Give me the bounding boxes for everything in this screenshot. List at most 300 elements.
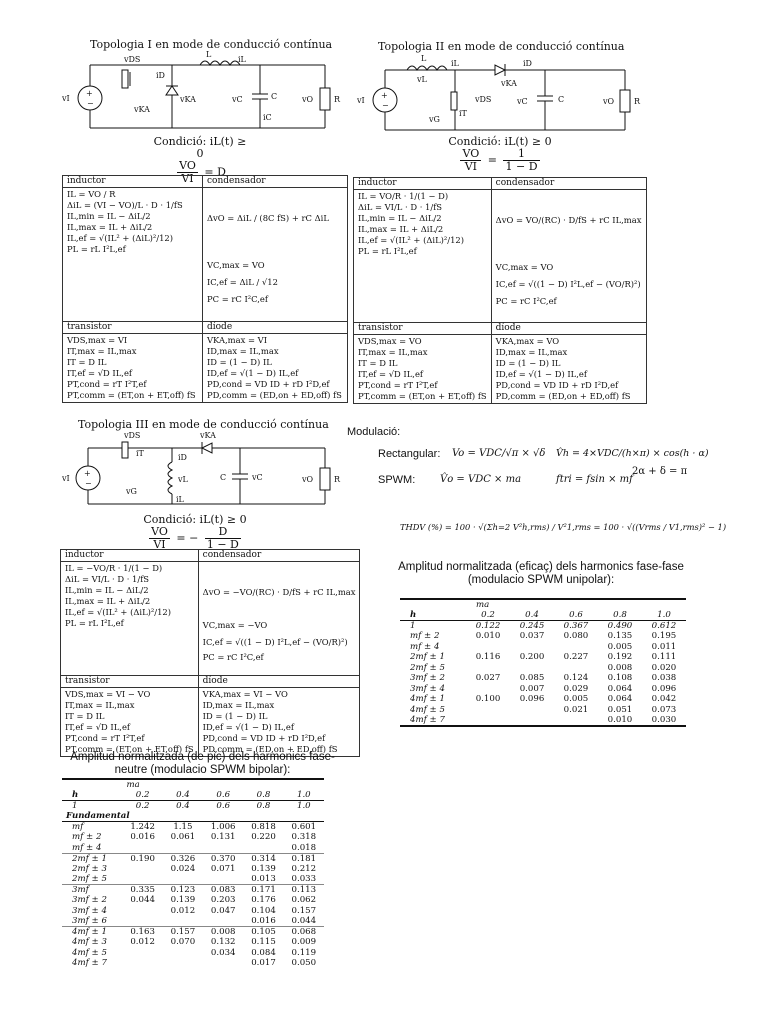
topo2-label-it: iT bbox=[459, 109, 467, 118]
bipolar-cell: 0.181 bbox=[284, 853, 324, 864]
topo3-label-vg: vG bbox=[126, 487, 137, 496]
unipolar-harmonics-table bbox=[400, 598, 686, 727]
bipolar-cell bbox=[122, 864, 162, 875]
bipolar-cell: 0.176 bbox=[251, 895, 276, 906]
topo3-diode-cell: VKA,max = VI − VO ID,max = IL,max ID = (1 − D) IL ID,ef = √(1 − D) IL,ef PD,cond = VD ID + rD I²D,ef PD,comm = (ED,on + ED,off) fS bbox=[198, 688, 360, 757]
bipolar-fund-h: 1 bbox=[62, 801, 122, 812]
topo1-label-c: C bbox=[271, 92, 278, 101]
topo1-ratio-num: VO bbox=[179, 159, 196, 172]
bipolar-cell: 0.084 bbox=[251, 947, 276, 958]
bipolar-cell bbox=[203, 843, 243, 854]
unipolar-row bbox=[400, 694, 686, 705]
unipolar-row-h: mf ± 2 bbox=[410, 631, 440, 642]
unipolar-cell bbox=[510, 715, 554, 726]
bipolar-cell: 0.013 bbox=[251, 874, 276, 884]
bipolar-cell: 0.050 bbox=[291, 958, 317, 969]
modulacio-rect-formula: Vo = VDC/√π × √δ bbox=[452, 448, 546, 459]
topo3-ratio-rhs-num: D bbox=[205, 526, 241, 539]
topo1-header-inductor: inductor bbox=[63, 176, 203, 188]
topo3-label-it: iT bbox=[136, 449, 144, 458]
bipolar-row-h: 4mf ± 1 bbox=[62, 927, 122, 938]
topo2-label-vds: vDS bbox=[475, 95, 492, 104]
bipolar-fund-value: 1.0 bbox=[284, 801, 324, 812]
bipolar-cell: 0.105 bbox=[243, 927, 283, 938]
topo2-label-r: R bbox=[634, 97, 641, 106]
topo2-label-c: C bbox=[558, 95, 565, 104]
unipolar-h-label: h bbox=[410, 610, 417, 620]
bipolar-cell: 1.15 bbox=[163, 822, 203, 833]
bipolar-row-h: mf bbox=[62, 822, 122, 833]
topo1-diode-cell: VKA,max = VI ID,max = IL,max ID = (1 − D) IL ID,ef = √(1 − D) IL,ef PD,cond = VD ID + rD I²D,ef PD,comm = (ED,on + ED,off) fS bbox=[203, 334, 348, 403]
topo2-label-vg: vG bbox=[429, 115, 440, 124]
unipolar-ma-value: 0.2 bbox=[481, 610, 495, 620]
bipolar-cell: 0.018 bbox=[291, 842, 317, 853]
bipolar-row-h: 3mf ± 2 bbox=[72, 895, 107, 906]
bipolar-cell bbox=[163, 916, 203, 927]
svg-text:−: − bbox=[85, 479, 92, 488]
topo3-label-vds: vDS bbox=[124, 431, 141, 440]
bipolar-cell: 0.008 bbox=[203, 927, 243, 938]
bipolar-cell: 0.012 bbox=[170, 905, 196, 916]
topo2-diode-cell: VKA,max = VO ID,max = IL,max ID = (1 − D) IL ID,ef = √(1 − D) IL,ef PD,cond = VD ID + rD I²D,ef PD,comm = (ED,on + ED,off) fS bbox=[491, 335, 646, 404]
unipolar-cell: 0.020 bbox=[651, 662, 677, 673]
topo2-header-transistor: transistor bbox=[354, 323, 492, 335]
topo1-header-transistor: transistor bbox=[63, 322, 203, 334]
topo1-label-vo: vO bbox=[302, 95, 314, 104]
topo3-condition-text: Condició: iL(t) ≥ 0 bbox=[143, 513, 247, 526]
modulacio-title: Modulació: bbox=[347, 426, 401, 438]
topo3-ratio-num: VO bbox=[151, 525, 168, 538]
topo1-circuit-diagram bbox=[60, 50, 350, 135]
unipolar-cell bbox=[554, 715, 598, 726]
unipolar-row bbox=[400, 715, 686, 726]
bipolar-row bbox=[62, 853, 324, 864]
topo2-label-l: L bbox=[421, 54, 427, 63]
topo2-title: Topologia II en mode de conducció contínua bbox=[378, 40, 625, 53]
bipolar-cell bbox=[122, 958, 162, 969]
topo3-label-il: iL bbox=[176, 495, 184, 504]
unipolar-row bbox=[400, 642, 686, 653]
bipolar-cell: 1.006 bbox=[203, 822, 243, 833]
unipolar-cell bbox=[510, 705, 554, 716]
modulacio-spwm-ftri: ftri = fsin × mf bbox=[556, 474, 633, 485]
unipolar-cell bbox=[554, 663, 598, 674]
topo2-formula-table bbox=[353, 177, 647, 404]
topo1-label-ic: iC bbox=[263, 113, 272, 122]
bipolar-cell bbox=[163, 948, 203, 959]
bipolar-cell: 0.012 bbox=[130, 937, 155, 948]
topo3-label-vl: vL bbox=[178, 475, 188, 484]
unipolar-cell: 0.227 bbox=[563, 652, 589, 663]
bipolar-cell bbox=[122, 916, 162, 927]
unipolar-cell: 0.096 bbox=[651, 683, 677, 694]
topo2-label-vi: vI bbox=[357, 96, 365, 105]
unipolar-cell: 0.490 bbox=[598, 621, 642, 632]
bipolar-cell: 0.016 bbox=[130, 832, 155, 843]
unipolar-cell: 0.195 bbox=[651, 631, 677, 642]
bipolar-row-h: 4mf ± 5 bbox=[72, 947, 107, 958]
unipolar-row bbox=[400, 684, 686, 695]
unipolar-cell: 0.027 bbox=[475, 673, 501, 684]
unipolar-cell: 0.005 bbox=[563, 694, 589, 705]
topo3-label-vka: vKA bbox=[200, 431, 216, 440]
bipolar-cell: 0.113 bbox=[284, 885, 324, 896]
bipolar-h-label: h bbox=[72, 790, 79, 800]
bipolar-cell bbox=[163, 874, 203, 885]
topo3-circuit-diagram bbox=[60, 428, 345, 510]
bipolar-ma-value: 0.2 bbox=[135, 790, 150, 800]
topo2-ratio-num: VO bbox=[462, 147, 480, 160]
bipolar-row bbox=[62, 822, 324, 833]
topo2-ratio-den: VI bbox=[464, 160, 478, 173]
bipolar-cell: 0.139 bbox=[251, 863, 276, 874]
bipolar-cell: 0.083 bbox=[203, 885, 243, 896]
bipolar-cell: 0.062 bbox=[291, 895, 317, 906]
topo3-header-inductor: inductor bbox=[61, 550, 199, 562]
topo1-title: Topologia I en mode de conducció contínua bbox=[90, 38, 333, 51]
bipolar-cell: 0.818 bbox=[243, 822, 283, 833]
topo2-condition: Condició: iL(t) ≥ 0 $\frac{VO}{VI}$ = $\frac{1}{1 - D}$ bbox=[440, 136, 560, 173]
topo2-ratio-rhs-den: 1 − D bbox=[505, 160, 538, 173]
bipolar-row bbox=[62, 874, 324, 885]
topo1-label-vds: vDS bbox=[124, 55, 141, 64]
topo2-circuit-diagram bbox=[355, 52, 645, 137]
bipolar-ma-value: 1.0 bbox=[296, 790, 311, 800]
topo1-label-vg: vKA bbox=[134, 105, 150, 114]
bipolar-row bbox=[62, 895, 324, 906]
bipolar-cell bbox=[122, 948, 162, 959]
bipolar-row bbox=[62, 832, 324, 843]
unipolar-cell: 0.010 bbox=[607, 715, 633, 725]
unipolar-row-h: 4mf ± 7 bbox=[410, 715, 445, 725]
topo2-label-vka: vKA bbox=[501, 79, 517, 88]
unipolar-row-h: 4mf ± 5 bbox=[410, 704, 445, 715]
unipolar-row-h: mf ± 4 bbox=[410, 641, 440, 652]
topo1-label-l: L bbox=[206, 50, 212, 59]
bipolar-cell: 0.044 bbox=[291, 916, 317, 926]
unipolar-row bbox=[400, 663, 686, 674]
unipolar-cell: 0.096 bbox=[519, 694, 545, 705]
topo2-label-id: iD bbox=[523, 59, 532, 68]
unipolar-row-h: 3mf ± 2 bbox=[410, 673, 445, 684]
unipolar-ma-header-row bbox=[400, 599, 686, 610]
bipolar-h-header-row bbox=[62, 790, 324, 801]
unipolar-cell: 0.007 bbox=[519, 683, 545, 694]
topo1-label-vi: vI bbox=[62, 94, 70, 103]
bipolar-row-h: 2mf ± 5 bbox=[72, 874, 107, 884]
bipolar-cell: 0.009 bbox=[291, 937, 317, 948]
bipolar-cell: 0.016 bbox=[251, 916, 276, 926]
topo3-header-transistor: transistor bbox=[61, 676, 199, 688]
unipolar-cell: 0.064 bbox=[607, 694, 633, 705]
unipolar-cell: 0.029 bbox=[563, 683, 589, 694]
unipolar-cell: 0.124 bbox=[563, 673, 589, 684]
topo3-condition: Condició: iL(t) ≥ 0 $\frac{VO}{VI}$ = − $\frac{D}{1 - D}$ bbox=[140, 514, 250, 551]
topo1-header-diode: díode bbox=[203, 322, 348, 334]
bipolar-cell: 0.163 bbox=[122, 927, 162, 938]
bipolar-row-h: mf ± 2 bbox=[72, 832, 102, 843]
unipolar-cell bbox=[510, 663, 554, 674]
unipolar-cell: 0.122 bbox=[466, 621, 510, 632]
topo3-label-r: R bbox=[334, 475, 341, 484]
bipolar-cell: 0.370 bbox=[203, 853, 243, 864]
bipolar-cell: 0.132 bbox=[210, 937, 236, 948]
bipolar-cell: 1.242 bbox=[122, 822, 162, 833]
unipolar-cell: 0.116 bbox=[475, 652, 501, 663]
unipolar-cell: 0.073 bbox=[651, 704, 677, 715]
bipolar-cell: 0.157 bbox=[163, 927, 203, 938]
topo3-transistor-cell: VDS,max = VI − VO IT,max = IL,max IT = D IL IT,ef = √D IL,ef PT,cond = rT I²T,ef PT,comm = (ET,on + ET,off) fS bbox=[61, 688, 199, 757]
bipolar-ma-value: 0.4 bbox=[176, 790, 190, 800]
bipolar-cell: 0.203 bbox=[210, 895, 236, 906]
bipolar-row-h: 3mf bbox=[62, 885, 122, 896]
bipolar-cell: 0.212 bbox=[291, 863, 317, 874]
bipolar-row-h: mf ± 4 bbox=[72, 842, 102, 853]
unipolar-cell: 0.038 bbox=[651, 673, 677, 684]
topo3-header-diode: díode bbox=[198, 676, 360, 688]
topo1-label-il: iL bbox=[238, 55, 246, 64]
bipolar-row-h: 3mf ± 4 bbox=[72, 905, 107, 916]
bipolar-row-h: 4mf ± 3 bbox=[72, 937, 107, 948]
unipolar-row bbox=[400, 631, 686, 642]
bipolar-cell: 0.157 bbox=[291, 905, 317, 916]
bipolar-ma-label: ma bbox=[122, 779, 324, 790]
topo2-inductor-cell: IL = VO/R · 1/(1 − D) ΔiL = VI/L · D · 1/fS IL,min = IL − ΔiL/2 IL,max = IL + ΔiL/2 IL,ef = √(IL² + (ΔiL)²/12) PL = rL I²L,ef bbox=[354, 190, 492, 323]
topo1-ratio-rhs: = D bbox=[204, 165, 226, 179]
bipolar-row bbox=[62, 927, 324, 938]
topo2-transistor-cell: VDS,max = VO IT,max = IL,max IT = D IL IT,ef = √D IL,ef PT,cond = rT I²T,ef PT,comm = (ET,on + ET,off) fS bbox=[354, 335, 492, 404]
unipolar-row-h: 3mf ± 4 bbox=[410, 683, 445, 694]
modulacio-rect-condition: 2α + δ = π bbox=[632, 466, 688, 477]
bipolar-row bbox=[62, 958, 324, 969]
bipolar-cell bbox=[122, 843, 162, 854]
topo3-label-vc: vC bbox=[252, 473, 263, 482]
bipolar-fund-label: Fundamental bbox=[66, 811, 130, 821]
unipolar-cell bbox=[466, 642, 510, 653]
unipolar-row bbox=[400, 673, 686, 684]
unipolar-row bbox=[400, 621, 686, 632]
topo3-inductor-cell: IL = −VO/R · 1/(1 − D) ΔiL = VI/L · D · 1/fS IL,min = IL − ΔiL/2 IL,max = IL + ΔiL/2 IL,ef = √(IL² + (ΔiL)²/12) PL = rL I²L,ef bbox=[61, 562, 199, 676]
unipolar-h-header-row bbox=[400, 610, 686, 621]
topo2-header-diode: díode bbox=[491, 323, 646, 335]
topo3-formula-table bbox=[60, 549, 360, 757]
unipolar-cell: 0.192 bbox=[607, 652, 633, 663]
modulacio-rect-harmonic: V̂h = 4×VDC/(h×π) × cos(h · α) bbox=[556, 448, 709, 459]
unipolar-cell bbox=[466, 715, 510, 726]
unipolar-cell bbox=[510, 642, 554, 653]
unipolar-cell: 0.030 bbox=[651, 715, 677, 725]
modulacio-spwm-formula: V̂o = VDC × ma bbox=[440, 474, 522, 485]
bipolar-cell: 0.131 bbox=[210, 832, 236, 843]
bipolar-cell: 0.044 bbox=[130, 895, 155, 906]
bipolar-row bbox=[62, 885, 324, 896]
unipolar-cell bbox=[554, 642, 598, 653]
bipolar-cell bbox=[203, 958, 243, 969]
bipolar-row bbox=[62, 948, 324, 959]
topo1-label-vc: vC bbox=[232, 95, 243, 104]
topo3-label-vo: vO bbox=[302, 475, 314, 484]
bipolar-row-h: 2mf ± 3 bbox=[72, 863, 107, 874]
bipolar-cell bbox=[122, 906, 162, 917]
bipolar-cell: 0.119 bbox=[291, 947, 317, 958]
topo3-label-c: C bbox=[220, 473, 227, 482]
topo3-title: Topologia III en mode de conducció contínua bbox=[78, 418, 329, 431]
unipolar-title: Amplitud normalitzada (eficaç) dels harmonics fase-fase (modulacio SPWM unipolar): bbox=[398, 561, 684, 586]
svg-text:+: + bbox=[86, 89, 93, 98]
topo1-ratio-den: VI bbox=[181, 172, 194, 185]
topo1-header-condensador: condensador bbox=[203, 176, 348, 188]
topo2-ratio-rhs-num: 1 bbox=[503, 148, 539, 161]
bipolar-harmonics-table bbox=[62, 778, 324, 969]
bipolar-ma-value: 0.8 bbox=[256, 790, 271, 800]
topo3-label-vi: vI bbox=[62, 474, 70, 483]
bipolar-cell bbox=[163, 958, 203, 969]
unipolar-cell: 0.051 bbox=[607, 704, 633, 715]
unipolar-cell: 0.008 bbox=[607, 662, 633, 673]
unipolar-cell: 0.108 bbox=[607, 673, 633, 684]
bipolar-cell: 0.068 bbox=[284, 927, 324, 938]
unipolar-cell: 0.010 bbox=[475, 631, 501, 642]
unipolar-cell bbox=[466, 684, 510, 695]
bipolar-cell: 0.047 bbox=[210, 905, 236, 916]
unipolar-cell: 0.005 bbox=[607, 641, 633, 652]
bipolar-cell bbox=[122, 874, 162, 885]
unipolar-cell: 0.037 bbox=[519, 631, 545, 642]
topo1-condensador-cell: ΔvO = ΔiL / (8C fS) + rC ΔiL VC,max = VO IC,ef = ΔiL / √12 PC = rC I²C,ef bbox=[203, 188, 348, 322]
topo1-formula-table bbox=[62, 172, 348, 403]
bipolar-row-h: 4mf ± 7 bbox=[72, 958, 107, 969]
topo3-ratio-den: VI bbox=[153, 538, 166, 551]
bipolar-cell: 0.033 bbox=[291, 874, 317, 884]
topo2-label-il: iL bbox=[451, 59, 459, 68]
unipolar-cell: 0.135 bbox=[607, 631, 633, 642]
bipolar-cell bbox=[243, 843, 283, 854]
unipolar-row-h: 1 bbox=[400, 621, 466, 632]
unipolar-cell: 0.111 bbox=[651, 652, 677, 663]
svg-text:+: + bbox=[84, 469, 91, 478]
svg-text:−: − bbox=[87, 99, 94, 108]
unipolar-cell: 0.245 bbox=[510, 621, 554, 632]
bipolar-fund-value: 0.8 bbox=[243, 801, 283, 812]
bipolar-cell: 0.104 bbox=[251, 905, 276, 916]
unipolar-row-h: 2mf ± 5 bbox=[410, 662, 445, 673]
topo2-label-vo: vO bbox=[603, 97, 615, 106]
unipolar-ma-value: 0.8 bbox=[613, 610, 627, 620]
bipolar-cell: 0.123 bbox=[163, 885, 203, 896]
unipolar-cell: 0.011 bbox=[651, 641, 677, 652]
topo1-label-vka: vKA bbox=[180, 95, 196, 104]
unipolar-row-h: 2mf ± 1 bbox=[410, 652, 445, 663]
unipolar-cell: 0.042 bbox=[651, 694, 677, 705]
unipolar-ma-label: ma bbox=[466, 599, 686, 610]
bipolar-cell: 0.070 bbox=[170, 937, 196, 948]
bipolar-row bbox=[62, 937, 324, 948]
bipolar-cell: 0.171 bbox=[243, 885, 283, 896]
bipolar-cell: 0.220 bbox=[251, 832, 276, 843]
bipolar-title: Amplitud normalitzada (de pic) dels harmonics fase-neutre (modulacio SPWM bipolar): bbox=[70, 751, 335, 776]
bipolar-cell: 0.061 bbox=[170, 832, 196, 843]
bipolar-fundamental-label-row bbox=[62, 811, 324, 822]
unipolar-ma-value: 1.0 bbox=[657, 610, 671, 620]
unipolar-row bbox=[400, 705, 686, 716]
bipolar-row bbox=[62, 906, 324, 917]
bipolar-cell: 0.190 bbox=[122, 853, 162, 864]
topo2-label-vl: vL bbox=[417, 75, 427, 84]
topo1-inductor-cell: IL = VO / R ΔiL = (VI − VO)/L · D · 1/fS IL,min = IL − ΔiL/2 IL,max = IL + ΔiL/2 IL,ef = √(IL² + (ΔiL)²/12) PL = rL I²L,ef bbox=[63, 188, 203, 322]
modulacio-thd-formula: THDV (%) = 100 · √(Σh=2 V²h,rms) / V²1,rms = 100 · √((Vrms / V1,rms)² − 1) bbox=[400, 522, 727, 532]
bipolar-row bbox=[62, 916, 324, 927]
bipolar-cell: 0.318 bbox=[291, 832, 317, 843]
svg-text:+: + bbox=[381, 91, 388, 100]
topo2-label-vc: vC bbox=[517, 97, 528, 106]
topo2-condensador-cell: ΔvO = VO/(RC) · D/fS + rC IL,max VC,max = VO IC,ef = √((1 − D) I²L,ef − (VO/R)²) PC = rC I²C,ef bbox=[491, 190, 646, 323]
unipolar-row-h: 4mf ± 1 bbox=[410, 694, 445, 705]
unipolar-ma-value: 0.4 bbox=[525, 610, 539, 620]
bipolar-cell bbox=[163, 843, 203, 854]
unipolar-cell: 0.612 bbox=[642, 621, 686, 632]
bipolar-fund-value: 0.6 bbox=[203, 801, 243, 812]
bipolar-cell: 0.335 bbox=[122, 885, 162, 896]
topo1-condition-text: Condició: iL(t) ≥ 0 bbox=[153, 135, 247, 160]
modulacio-spwm-label: SPWM: bbox=[378, 474, 416, 486]
bipolar-cell bbox=[203, 916, 243, 927]
unipolar-cell: 0.064 bbox=[607, 683, 633, 694]
modulacio-rect-label: Rectangular: bbox=[378, 448, 441, 460]
topo2-header-inductor: inductor bbox=[354, 178, 492, 190]
unipolar-cell bbox=[466, 663, 510, 674]
topo1-label-id: iD bbox=[156, 71, 165, 80]
bipolar-cell: 0.601 bbox=[284, 822, 324, 833]
unipolar-cell: 0.367 bbox=[554, 621, 598, 632]
topo1-label-r: R bbox=[334, 95, 341, 104]
unipolar-row bbox=[400, 652, 686, 663]
topo3-condensador-cell: ΔvO = −VO/(RC) · D/fS + rC IL,max VC,max = −VO IC,ef = √((1 − D) I²L,ef − (VO/R)²) PC = rC I²C,ef bbox=[198, 562, 360, 676]
unipolar-cell: 0.080 bbox=[563, 631, 589, 642]
unipolar-cell: 0.021 bbox=[563, 704, 589, 715]
bipolar-cell: 0.314 bbox=[243, 853, 283, 864]
topo3-label-id: iD bbox=[178, 453, 187, 462]
topo3-header-condensador: condensador bbox=[198, 550, 360, 562]
bipolar-fundamental-row bbox=[62, 801, 324, 812]
bipolar-cell: 0.115 bbox=[251, 937, 276, 948]
bipolar-cell: 0.034 bbox=[210, 947, 236, 958]
bipolar-row bbox=[62, 843, 324, 854]
bipolar-fund-value: 0.4 bbox=[163, 801, 203, 812]
svg-text:−: − bbox=[382, 101, 389, 110]
bipolar-cell: 0.326 bbox=[163, 853, 203, 864]
bipolar-row-h: 2mf ± 1 bbox=[62, 853, 122, 864]
topo3-ratio-rhs-den: 1 − D bbox=[206, 538, 239, 551]
unipolar-ma-value: 0.6 bbox=[569, 610, 583, 620]
bipolar-cell bbox=[203, 874, 243, 885]
topo2-header-condensador: condensador bbox=[491, 178, 646, 190]
unipolar-cell: 0.100 bbox=[475, 694, 501, 705]
bipolar-cell: 0.139 bbox=[170, 895, 196, 906]
unipolar-cell: 0.200 bbox=[519, 652, 545, 663]
bipolar-row-h: 3mf ± 6 bbox=[72, 916, 107, 926]
bipolar-ma-header-row bbox=[62, 779, 324, 790]
bipolar-row bbox=[62, 864, 324, 875]
topo2-condition-text: Condició: iL(t) ≥ 0 bbox=[448, 135, 552, 148]
bipolar-cell: 0.017 bbox=[251, 958, 276, 969]
unipolar-cell: 0.085 bbox=[519, 673, 545, 684]
bipolar-cell: 0.024 bbox=[170, 863, 196, 874]
bipolar-cell: 0.071 bbox=[210, 863, 236, 874]
bipolar-ma-value: 0.6 bbox=[216, 790, 231, 800]
topo1-transistor-cell: VDS,max = VI IT,max = IL,max IT = D IL IT,ef = √D IL,ef PT,cond = rT I²T,ef PT,comm = (ET,on + ET,off) fS bbox=[63, 334, 203, 403]
unipolar-cell bbox=[466, 705, 510, 716]
bipolar-fund-value: 0.2 bbox=[122, 801, 162, 812]
